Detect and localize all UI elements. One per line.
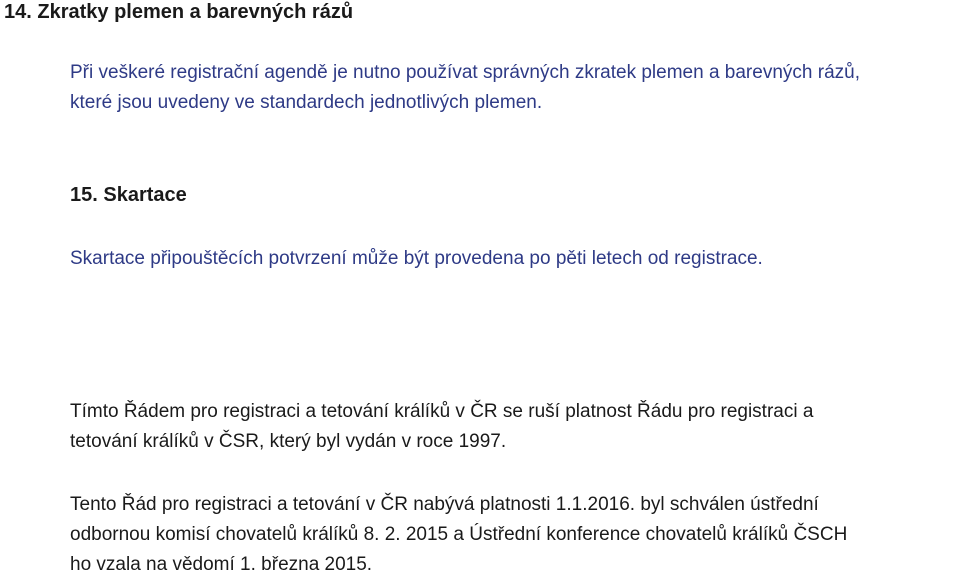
paragraph-line: ho vzala na vědomí 1. března 2015.: [70, 554, 373, 575]
paragraph-line: tetování králíků v ČSR, který byl vydán v roce 1997.: [70, 431, 507, 452]
closing-paragraph-2: [70, 490, 950, 580]
section-14-paragraph: [70, 58, 950, 118]
paragraph-line: Tímto Řádem pro registraci a tetování králíků v ČR se ruší platnost Řádu pro registraci a: [70, 401, 814, 422]
section-15-heading: 15. Skartace: [70, 184, 187, 206]
closing-paragraph-1: [70, 397, 950, 457]
paragraph-line: které jsou uvedeny ve standardech jednotlivých plemen.: [70, 92, 543, 113]
paragraph-line: Při veškeré registrační agendě je nutno používat správných zkratek plemen a barevných rázů,: [70, 62, 860, 83]
section-15-paragraph: [70, 244, 950, 274]
paragraph-line: Skartace připouštěcích potvrzení může být provedena po pěti letech od registrace.: [70, 248, 763, 269]
paragraph-line: odbornou komisí chovatelů králíků 8. 2. 2015 a Ústřední konference chovatelů králíků ČSCH: [70, 524, 848, 545]
section-14-heading: 14. Zkratky plemen a barevných rázů: [4, 1, 354, 23]
paragraph-line: Tento Řád pro registraci a tetování v ČR nabývá platnosti 1.1.2016. byl schválen ústřední: [70, 494, 819, 515]
